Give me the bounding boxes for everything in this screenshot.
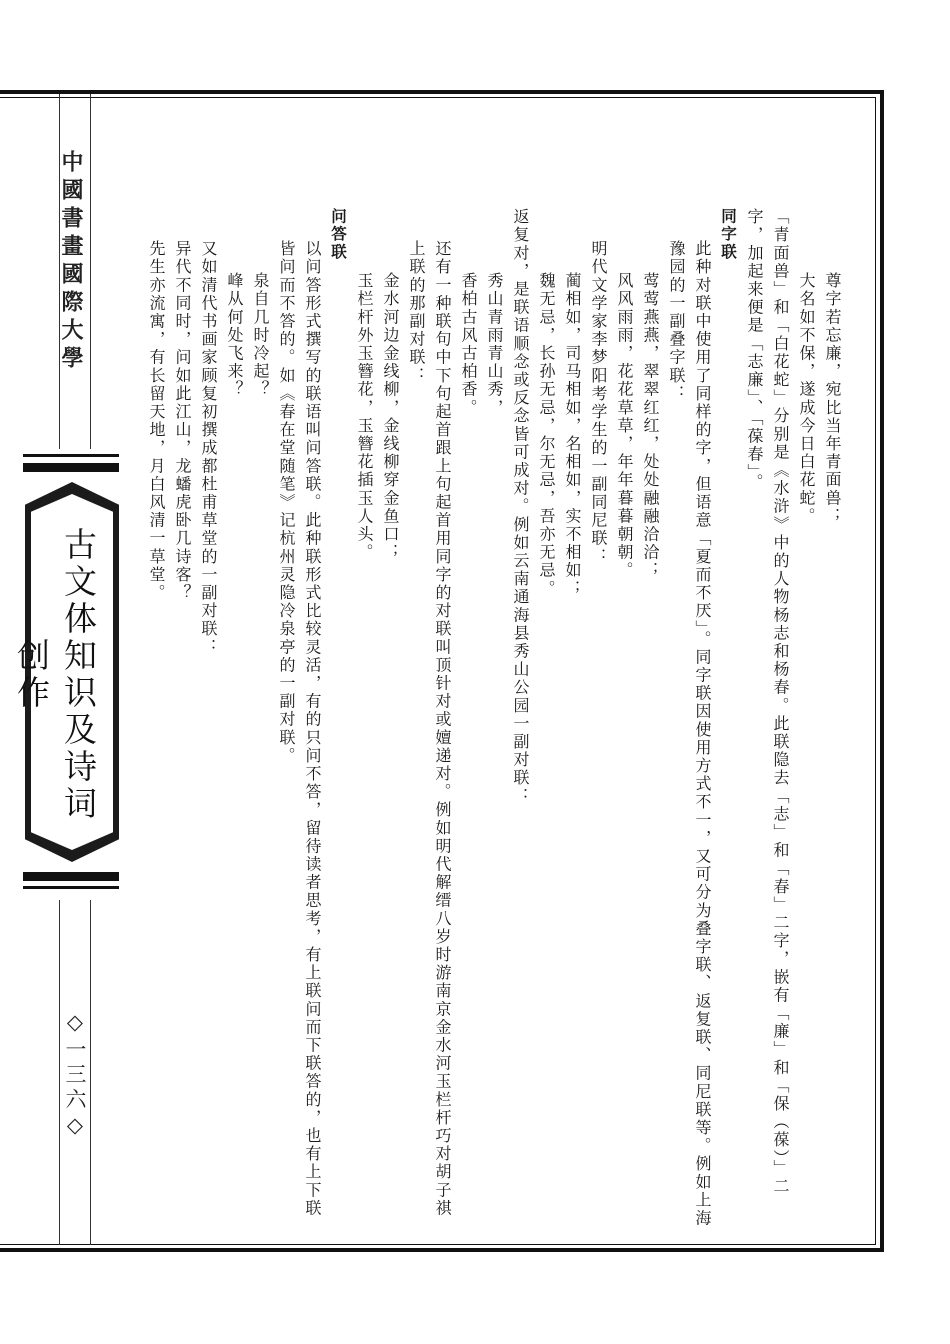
series-title: 中國書畫國際大學 xyxy=(58,150,84,374)
spine-line-right-bottom xyxy=(90,900,91,1245)
couplet-line: 金水河边金线柳，金线柳穿金鱼口； xyxy=(381,272,400,562)
couplet-line: 大名如不保，遂成今日白花蛇。 xyxy=(797,272,816,526)
section-heading: 同字联 xyxy=(719,208,737,261)
ornament-bar xyxy=(23,463,119,472)
couplet-line: 蔺相如，司马相如，名相如，实不相如； xyxy=(563,272,582,598)
book-title: 古文体知识及诗词创作 xyxy=(12,527,98,823)
body-text-columns xyxy=(140,208,845,1228)
ornament-bar xyxy=(23,872,119,881)
body-paragraph: 此种对联中使用了同样的字，但语意「夏而不厌」。同字联因使用方式不一，又可分为叠字联、返复联、同尼联等。例如上海豫园的一副叠字联： xyxy=(667,240,712,1228)
couplet-line: 泉自几时冷起？ xyxy=(251,272,270,399)
spine-line-right-top xyxy=(90,94,91,449)
couplet-line: 魏无忌，长孙无忌，尔无忌，吾亦无忌。 xyxy=(537,272,556,598)
body-paragraph: 又如清代书画家顾复初撰成都杜甫草堂的一副对联： xyxy=(199,240,218,657)
couplet-line: 峰从何处飞来？ xyxy=(225,272,244,399)
couplet-line: 秀山青雨青山秀， xyxy=(485,272,504,417)
couplet-line: 玉栏杆外玉簪花，玉簪花插玉人头。 xyxy=(355,272,374,562)
ornament-bar xyxy=(23,454,119,457)
section-heading: 问答联 xyxy=(329,208,347,261)
couplet-line: 莺莺燕燕，翠翠红红，处处融融洽洽； xyxy=(641,272,660,580)
ornament-bar xyxy=(23,886,119,889)
body-paragraph: 明代文学家李梦阳考学生的一副同尼联： xyxy=(589,240,608,566)
couplet-line: 异代不同时，问如此江山，龙蟠虎卧几诗客？ xyxy=(173,240,192,602)
page-number: ◇一三六◇ xyxy=(63,1010,87,1141)
couplet-line: 尊字若忘廉，宛比当年青面兽； xyxy=(823,272,842,526)
couplet-line: 风风雨雨，花花草草，年年暮暮朝朝。 xyxy=(615,272,634,580)
body-paragraph: 「青面兽」和「白花蛇」分别是《水浒》中的人物杨志和杨春。此联隐去「志」和「春」二字，嵌有「廉」和「保（葆）」二字，加起来便是「志廉」、「葆春」。 xyxy=(745,208,790,1196)
couplet-line: 香柏古风古柏香。 xyxy=(459,272,478,417)
body-paragraph: 还有一种联句中下句起首跟上句起首用同字的对联叫顶针对或嬗递对。例如明代解缙八岁时游南京金水河玉栏杆巧对胡子祺上联的那副对联： xyxy=(407,240,452,1218)
couplet-line: 先生亦流寓，有长留天地，月白风清一草堂。 xyxy=(147,240,166,602)
body-paragraph: 返复对，是联语顺念或反念皆可成对。例如云南通海县秀山公园一副对联： xyxy=(511,208,530,806)
body-paragraph: 以问答形式撰写的联语叫问答联。此种联形式比较灵活，有的只问不答，留待读者思考，有上联问而下联答的，也有上下联皆问而不答的。如《春在堂随笔》记杭州灵隐冷泉亭的一副对联。 xyxy=(277,240,322,1218)
